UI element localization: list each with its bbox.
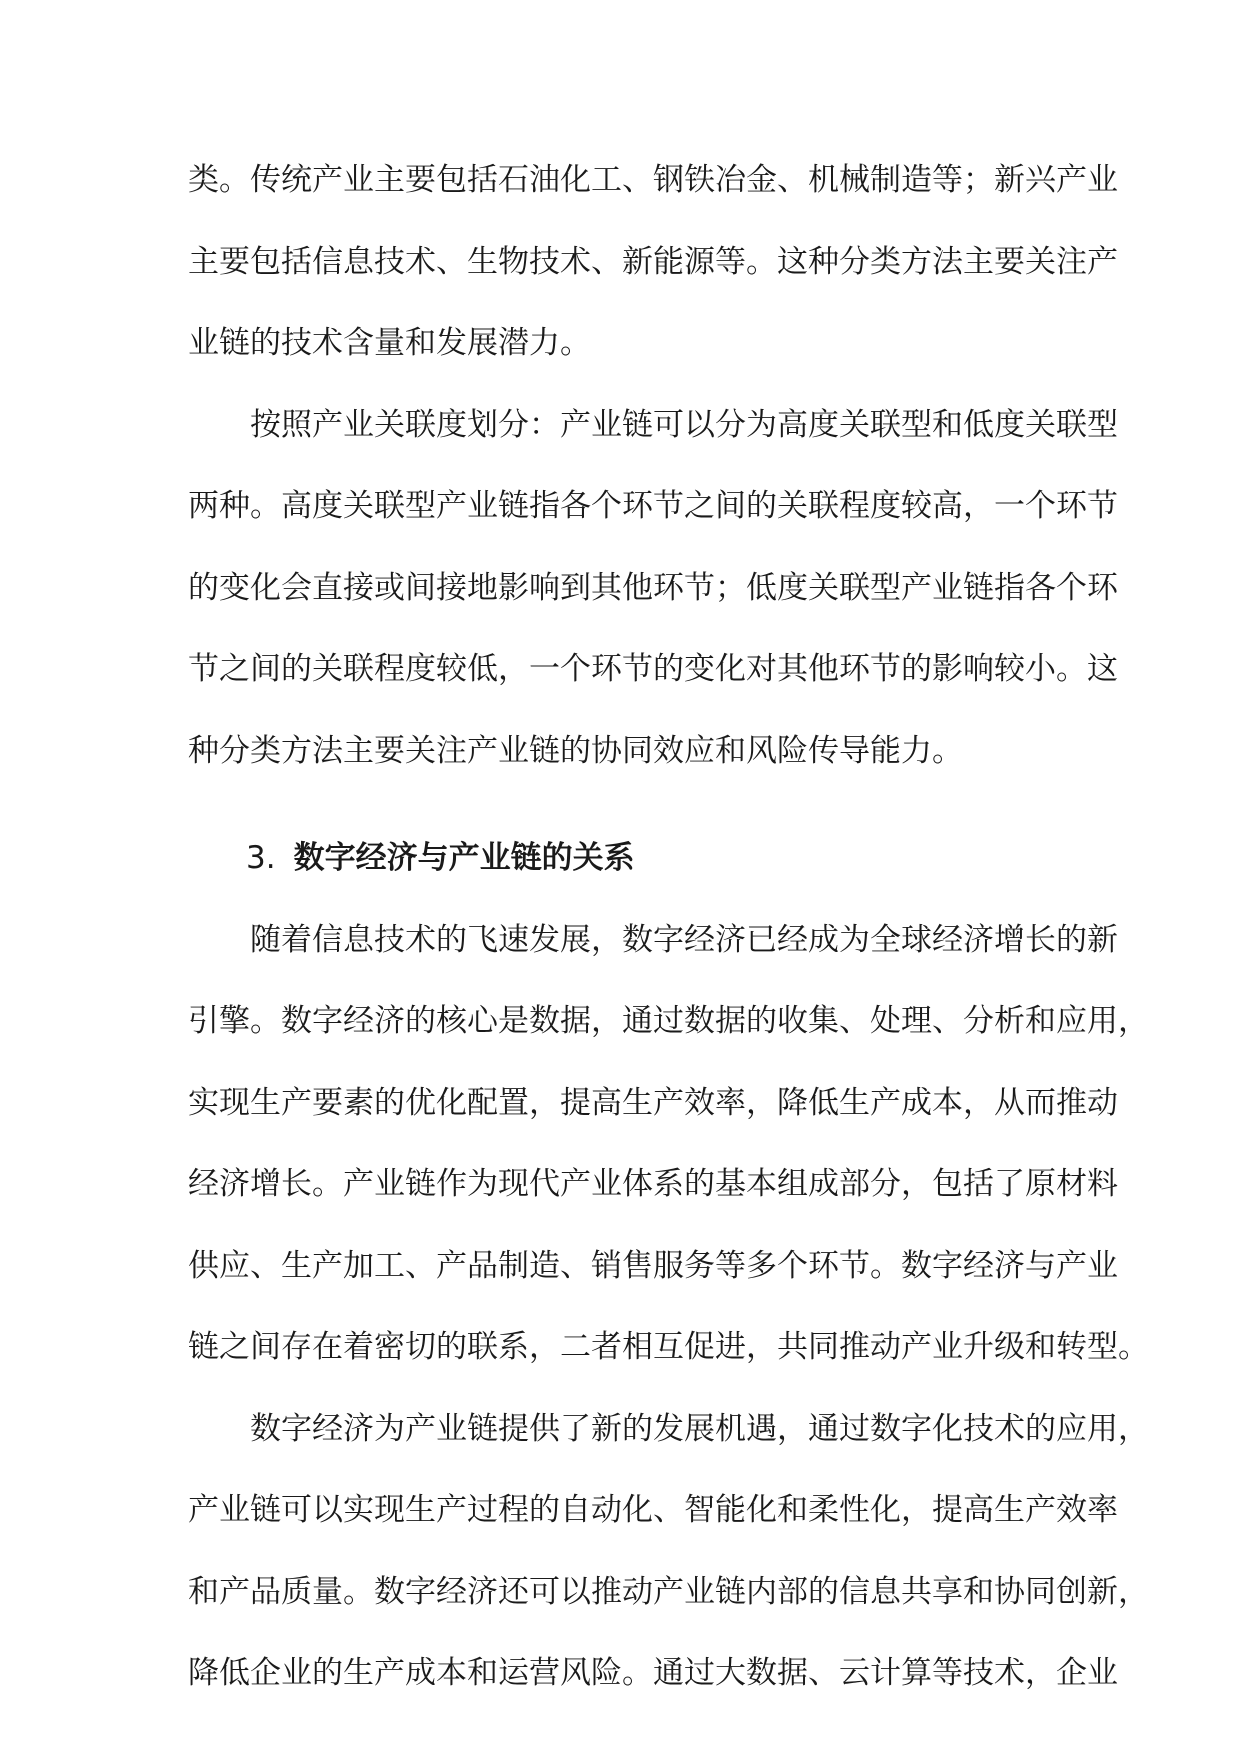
paragraph-industry-correlation [188, 385, 1118, 793]
section-number: 3. [246, 840, 276, 876]
paragraph-digital-economy [188, 900, 1149, 1389]
section-spacer [188, 792, 1054, 818]
text-line: 按照产业关联度划分：产业链可以分为高度关联型和低度关联型 [250, 406, 1118, 443]
paragraph-industry-type [188, 140, 1118, 385]
text-line: 实现生产要素的优化配置，提高生产效率，降低生产成本，从而推动 [188, 1084, 1118, 1121]
text-line: 业链的技术含量和发展潜力。 [188, 325, 591, 361]
text-line: 类。传统产业主要包括石油化工、钢铁冶金、机械制造等；新兴产业 [188, 162, 1118, 198]
section-heading [188, 818, 1054, 900]
text-line: 经济增长。产业链作为现代产业体系的基本组成部分，包括了原材料 [188, 1166, 1118, 1202]
paragraph-opportunity [188, 1389, 1149, 1715]
text-line: 两种。高度关联型产业链指各个环节之间的关联程度较高，一个环节 [188, 488, 1118, 524]
section-title: 数字经济与产业链的关系 [293, 840, 635, 876]
text-line: 主要包括信息技术、生物技术、新能源等。这种分类方法主要关注产 [188, 243, 1118, 280]
text-line: 随着信息技术的飞速发展，数字经济已经成为全球经济增长的新 [250, 921, 1118, 958]
text-line: 链之间存在着密切的联系，二者相互促进，共同推动产业升级和转型。 [188, 1329, 1149, 1365]
text-line: 节之间的关联程度较低，一个环节的变化对其他环节的影响较小。这 [188, 651, 1118, 687]
text-line: 供应、生产加工、产品制造、销售服务等多个环节。数字经济与产业 [188, 1247, 1118, 1284]
text-line: 产业链可以实现生产过程的自动化、智能化和柔性化，提高生产效率 [188, 1492, 1118, 1528]
document-page [188, 140, 1149, 1715]
text-line: 引擎。数字经济的核心是数据，通过数据的收集、处理、分析和应用， [188, 1003, 1149, 1039]
text-line: 的变化会直接或间接地影响到其他环节；低度关联型产业链指各个环 [188, 569, 1118, 606]
text-line: 和产品质量。数字经济还可以推动产业链内部的信息共享和协同创新， [188, 1573, 1149, 1610]
text-line: 降低企业的生产成本和运营风险。通过大数据、云计算等技术，企业 [188, 1655, 1118, 1691]
text-line: 数字经济为产业链提供了新的发展机遇，通过数字化技术的应用， [250, 1410, 1149, 1447]
text-line: 种分类方法主要关注产业链的协同效应和风险传导能力。 [188, 732, 963, 769]
